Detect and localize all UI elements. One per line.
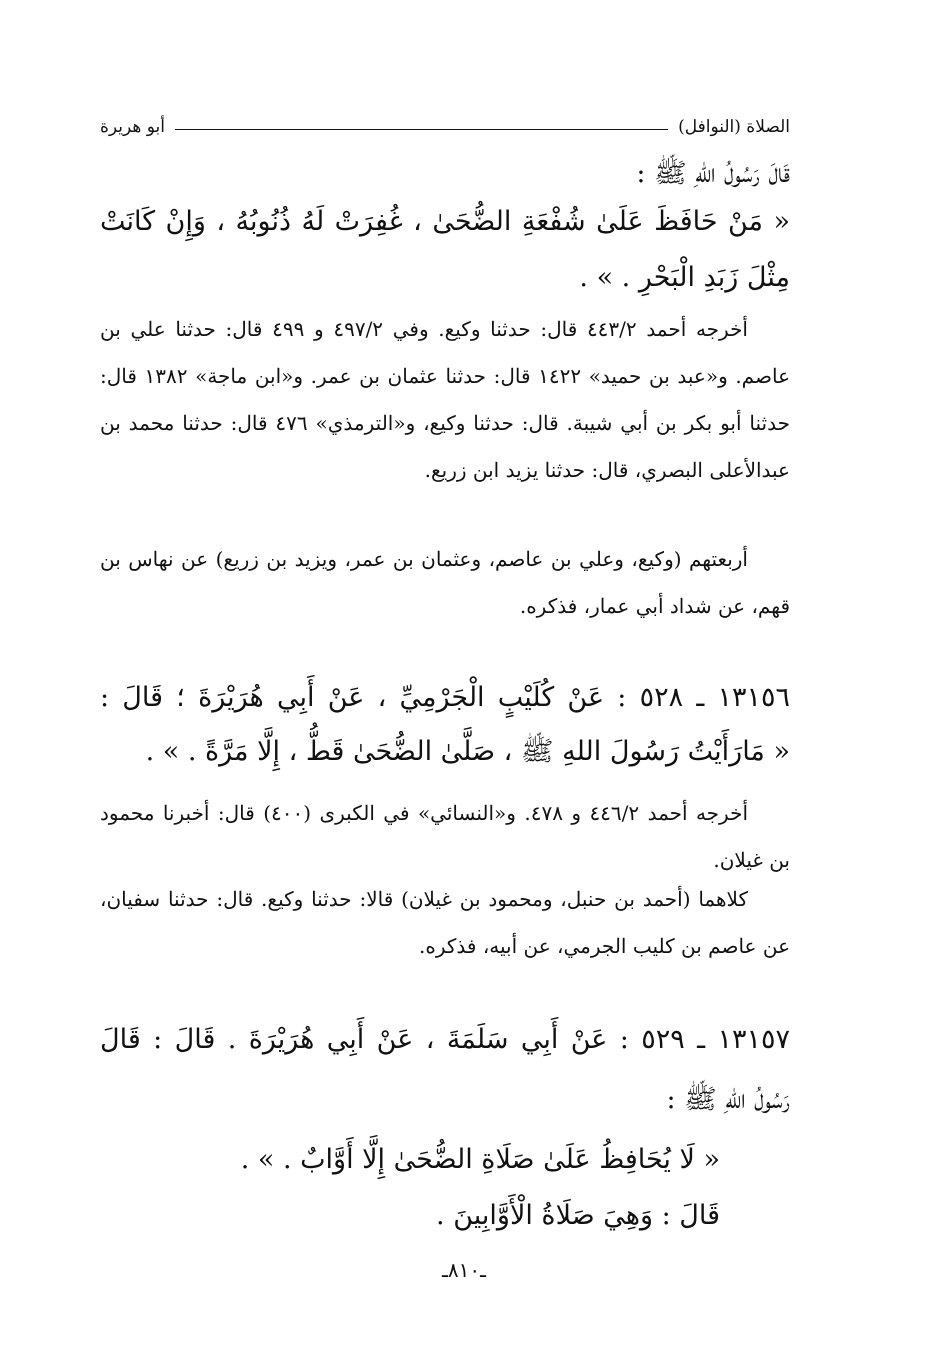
hadith-13157-line4: قَالَ : وَهِيَ صَلَاةُ الْأَوَّابِينَ . — [436, 1200, 720, 1231]
hadith-13156-isnad: كلاهما (أحمد بن حنبل، ومحمود بن غيلان) قالا: حدثنا وكيع. قال: حدثنا سفيان، عن عاصم بن كليب الجرمي، عن أبيه، فذكره. — [100, 887, 790, 958]
hadith-prev-line1: « مَنْ حَافَظَ عَلَىٰ شُفْعَةِ الضُّحَىٰ ، غُفِرَتْ لَهُ ذُنُوبُهُ ، وَإِنْ كَانَتْ — [100, 206, 790, 237]
hadith-13156-takhrij-block — [100, 790, 790, 884]
hadith-prev-line2: مِثْلَ زَبَدِ الْبَحْرِ . » . — [579, 262, 790, 293]
page-number: ـ٨١٠ـ — [442, 1258, 486, 1282]
header-rule — [175, 129, 668, 130]
hadith-prev-isnad: أربعتهم (وكيع، وعلي بن عاصم، وعثمان بن عمر، ويزيد بن زريع) عن نهاس بن قهم، عن شداد أبي عمار، فذكره. — [100, 547, 790, 618]
hadith-13157-line2: رَسُولُ اللهِ ﷺ : — [666, 1084, 790, 1115]
running-header — [100, 112, 790, 142]
hadith-13156-takhrij: أخرجه أحمد ٤٤٦/٢ و ٤٧٨. و«النسائي» في الكبرى (٤٠٠) قال: أخبرنا محمود بن غيلان. — [100, 801, 790, 872]
hadith-13157 — [100, 1016, 790, 1240]
hadith-prev-intro: قَالَ رَسُولُ اللهِ ﷺ : — [636, 158, 790, 189]
hadith-prev-isnad-block — [100, 536, 790, 630]
hadith-prev-takhrij-block — [100, 306, 790, 494]
hadith-13156-line1: ١٣١٥٦ ـ ٥٢٨ : عَنْ كُلَيْبٍ الْجَرْمِيِّ ، عَنْ أَبِي هُرَيْرَةَ ؛ قَالَ : — [100, 682, 790, 713]
hadith-prev-takhrij: أخرجه أحمد ٤٤٣/٢ قال: حدثنا وكيع. وفي ٤٩٧/٢ و ٤٩٩ قال: حدثنا علي بن عاصم. و«عبد بن حميد» ١٤٢٢ قال: حدثنا عثمان بن عمر. و«ابن ماجة» ١٣٨٢ قال: حدثنا أبو بكر بن أبي شيبة. قال: حدثنا وكيع، و«الترمذي» ٤٧٦ قال: حدثنا محمد بن عبدالأعلى البصري، قال: حدثنا يزيد ابن زريع. — [100, 317, 791, 482]
hadith-13156-isnad-block — [100, 876, 790, 970]
hadith-13156 — [100, 674, 790, 776]
hadith-13157-line1: ١٣١٥٧ ـ ٥٢٩ : عَنْ أَبِي سَلَمَةَ ، عَنْ أَبِي هُرَيْرَةَ . قَالَ : قَالَ — [100, 1024, 790, 1055]
header-chapter-title: الصلاة (النوافل) — [678, 117, 790, 137]
hadith-13157-line3: « لَا يُحَافِظُ عَلَىٰ صَلَاةِ الضُّحَىٰ إِلَّا أَوَّابٌ . » . — [240, 1144, 720, 1175]
hadith-prev-text — [100, 150, 790, 302]
hadith-13156-line2: « مَارَأَيْتُ رَسُولَ اللهِ ﷺ ، صَلَّىٰ الضُّحَىٰ قَطُّ ، إِلَّا مَرَّةً . » . — [145, 736, 790, 767]
header-narrator-name: أبو هريرة — [100, 117, 166, 137]
